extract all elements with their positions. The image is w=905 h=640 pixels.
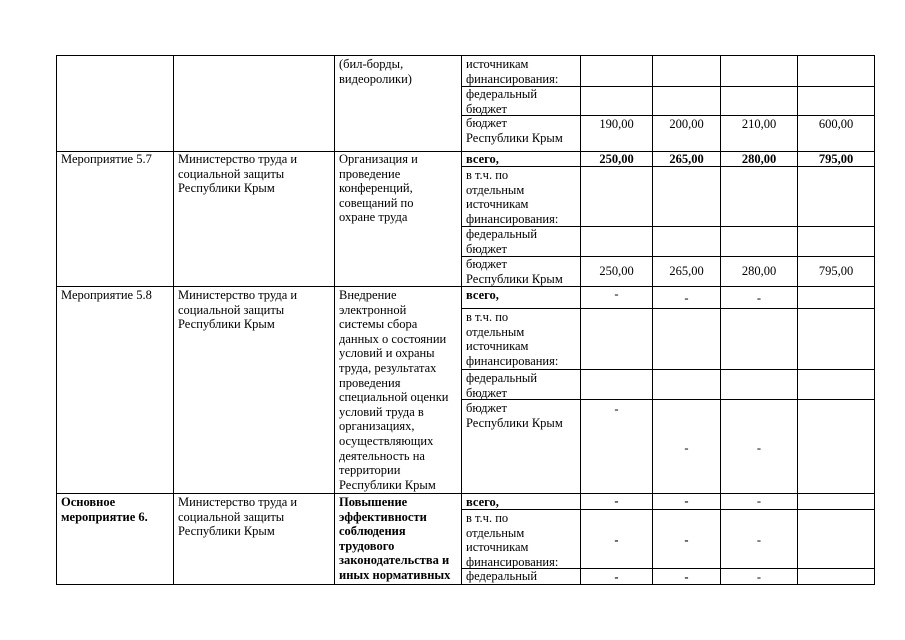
amount-cell: - xyxy=(756,494,762,508)
amount-cell: 600,00 xyxy=(818,117,854,131)
amount-cell: - xyxy=(684,533,689,547)
table-border xyxy=(461,369,875,370)
activity-description: (бил-борды, видеоролики) xyxy=(339,57,412,86)
funding-source-label: источникам финансирования: xyxy=(466,57,559,86)
amount-cell: 280,00 xyxy=(741,264,777,278)
activity-number: Мероприятие 5.7 xyxy=(61,152,152,166)
table-border xyxy=(874,55,875,584)
amount-cell: 250,00 xyxy=(599,264,634,278)
amount-cell: - xyxy=(614,494,619,508)
amount-cell: 265,00 xyxy=(669,264,704,278)
funding-source-label: федеральный бюджет xyxy=(466,227,538,256)
amount-cell: - xyxy=(614,533,619,547)
responsible-executor: Министерство труда и социальной защиты Республики Крым xyxy=(178,288,298,332)
amount-cell: - xyxy=(684,441,689,455)
activity-description: Организация и проведение конференций, совещаний по охране труда xyxy=(339,152,418,225)
amount-cell: 250,00 xyxy=(599,152,634,166)
funding-source-label: федеральный бюджет xyxy=(466,371,538,400)
funding-source-label: федеральный бюджет xyxy=(466,87,538,116)
table-border xyxy=(461,308,875,309)
amount-cell: - xyxy=(614,287,619,301)
table-border xyxy=(334,55,335,584)
amount-cell: 265,00 xyxy=(669,152,704,166)
amount-cell: - xyxy=(684,570,689,584)
amount-cell: - xyxy=(684,291,689,305)
funding-source-label: бюджет Республики Крым xyxy=(466,116,563,145)
amount-cell: - xyxy=(756,291,762,305)
table-border xyxy=(461,55,462,584)
table-border xyxy=(56,584,875,585)
funding-total-label: всего, xyxy=(466,288,499,302)
amount-cell: - xyxy=(614,570,619,584)
activity-number: Мероприятие 5.8 xyxy=(61,288,152,302)
amount-cell: - xyxy=(756,441,762,455)
table-border xyxy=(173,55,174,584)
table-border xyxy=(461,509,875,510)
amount-cell: - xyxy=(614,402,619,416)
amount-cell: - xyxy=(756,533,762,547)
table-border xyxy=(56,55,875,56)
funding-source-label: бюджет Республики Крым xyxy=(466,257,563,286)
activity-number: Основное мероприятие 6. xyxy=(61,495,148,524)
amount-cell: 280,00 xyxy=(741,152,777,166)
funding-source-label: в т.ч. по отдельным источникам финансирования: xyxy=(466,168,559,226)
activity-description: Повышение эффективности соблюдения трудового законодательства и иных нормативных xyxy=(339,495,451,582)
amount-cell: 210,00 xyxy=(741,117,777,131)
table-border xyxy=(797,55,798,584)
amount-cell: 190,00 xyxy=(599,117,634,131)
funding-source-label: в т.ч. по отдельным источникам финансирования: xyxy=(466,310,559,368)
table-border xyxy=(461,166,875,167)
amount-cell: 200,00 xyxy=(669,117,704,131)
funding-source-label: федеральный xyxy=(466,569,538,583)
funding-total-label: всего, xyxy=(466,495,499,509)
responsible-executor: Министерство труда и социальной защиты Республики Крым xyxy=(178,152,298,196)
activity-description: Внедрение электронной системы сбора данных о состоянии условий и охраны труда, результатах проведения специальной оценки условий труда в организациях, осуществляющих деятельность на территории Республики Крым xyxy=(339,288,449,492)
funding-source-label: бюджет Республики Крым xyxy=(466,401,563,430)
responsible-executor: Министерство труда и социальной защиты Республики Крым xyxy=(178,495,298,539)
funding-total-label: всего, xyxy=(466,152,499,166)
amount-cell: 795,00 xyxy=(818,264,854,278)
amount-cell: 795,00 xyxy=(818,152,854,166)
table-border xyxy=(56,55,57,584)
amount-cell: - xyxy=(756,570,762,584)
amount-cell: - xyxy=(684,494,689,508)
funding-source-label: в т.ч. по отдельным источникам финансирования: xyxy=(466,511,559,569)
